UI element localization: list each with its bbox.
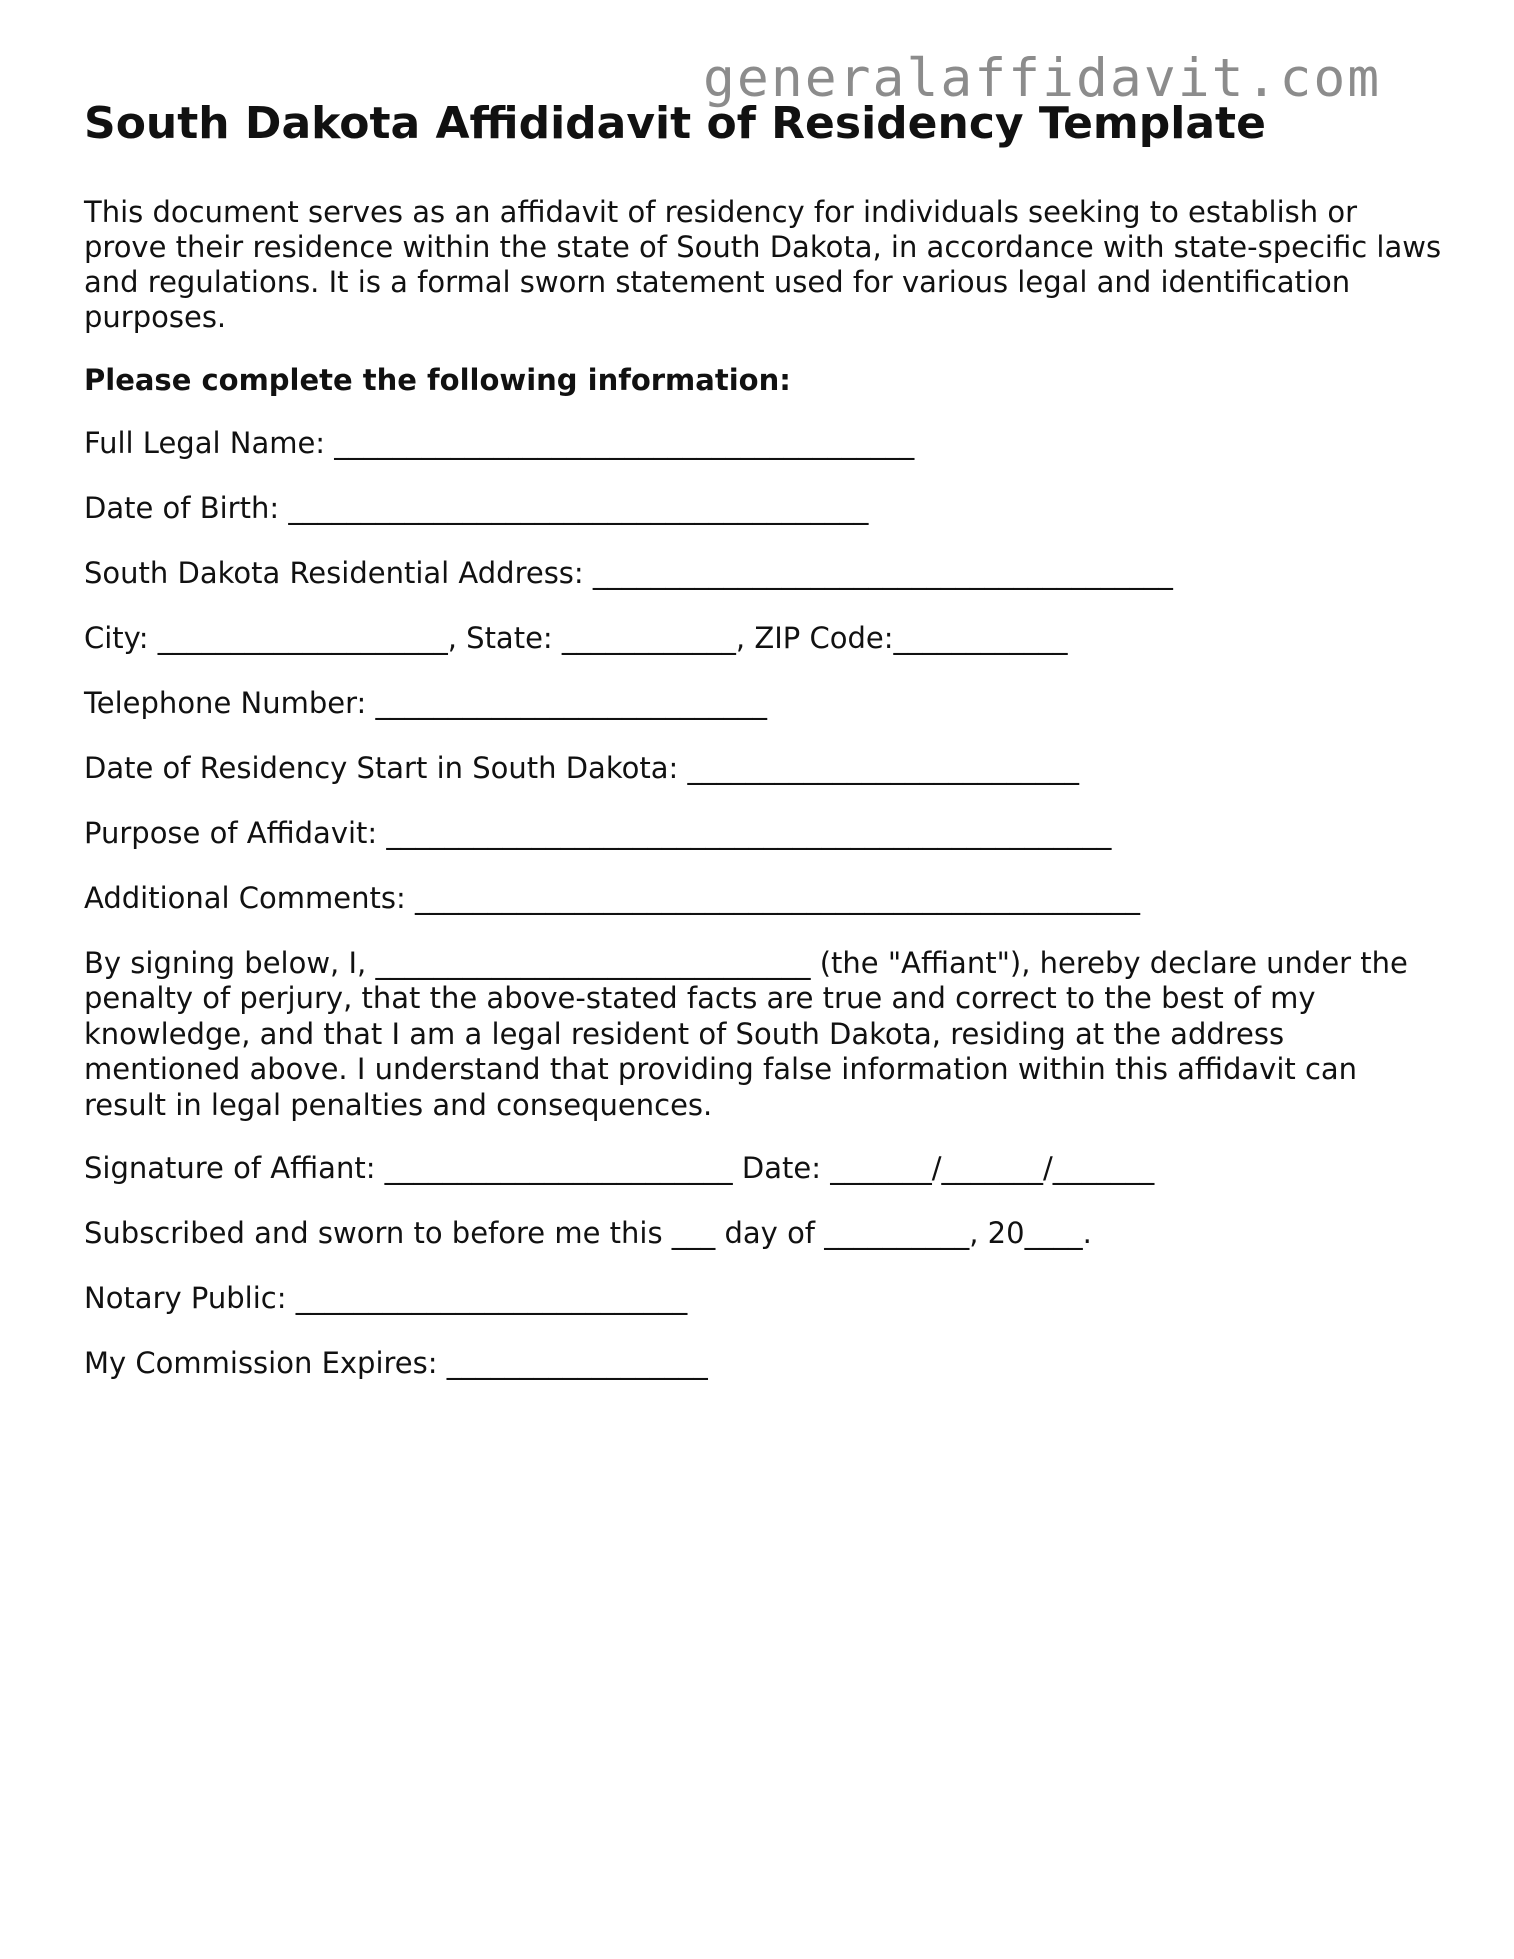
commission-line: My Commission Expires: __________________ <box>84 1346 708 1381</box>
purpose-field: Purpose of Affidavit: __________________________________________________ <box>84 815 1112 850</box>
sworn-line: Subscribed and sworn to before me this ___ day of __________, 20____. <box>84 1216 1092 1251</box>
declaration-paragraph: By signing below, I, ______________________________ (the "Affiant"), hereby declare under the penalty of perjury, that the above-stated facts are true and correct to the best of my knowledge, and that I am a legal resident of South Dakota, residing at the address mentioned above. I understand that providing false information within this affidavit can result in legal penalties and consequences. <box>84 945 1408 1122</box>
instructions-heading: Please complete the following information: <box>84 362 791 397</box>
telephone-field: Telephone Number: ___________________________ <box>84 685 767 720</box>
residency-start-field: Date of Residency Start in South Dakota: ___________________________ <box>84 750 1079 785</box>
notary-line: Notary Public: ___________________________ <box>84 1281 688 1316</box>
city-state-zip-field: City: ____________________, State: ____________, ZIP Code:____________ <box>84 620 1068 655</box>
date-of-birth-field: Date of Birth: ________________________________________ <box>84 490 869 525</box>
full-legal-name-field: Full Legal Name: ________________________________________ <box>84 425 915 460</box>
intro-paragraph: This document serves as an affidavit of residency for individuals seeking to establish or prove their residence within the state of South Dakota, in accordance with state-specific laws and regulations. It is a formal sworn statement used for various legal and identification purposes. <box>84 194 1442 334</box>
document-page <box>84 98 1444 1411</box>
comments-field: Additional Comments: __________________________________________________ <box>84 880 1140 915</box>
signature-line: Signature of Affiant: ________________________ Date: _______/_______/_______ <box>84 1151 1155 1186</box>
page-title: South Dakota Affididavit of Residency Template <box>84 98 1266 149</box>
watermark: generalaffidavit.com <box>703 48 1382 109</box>
residential-address-field: South Dakota Residential Address: ________________________________________ <box>84 555 1173 590</box>
